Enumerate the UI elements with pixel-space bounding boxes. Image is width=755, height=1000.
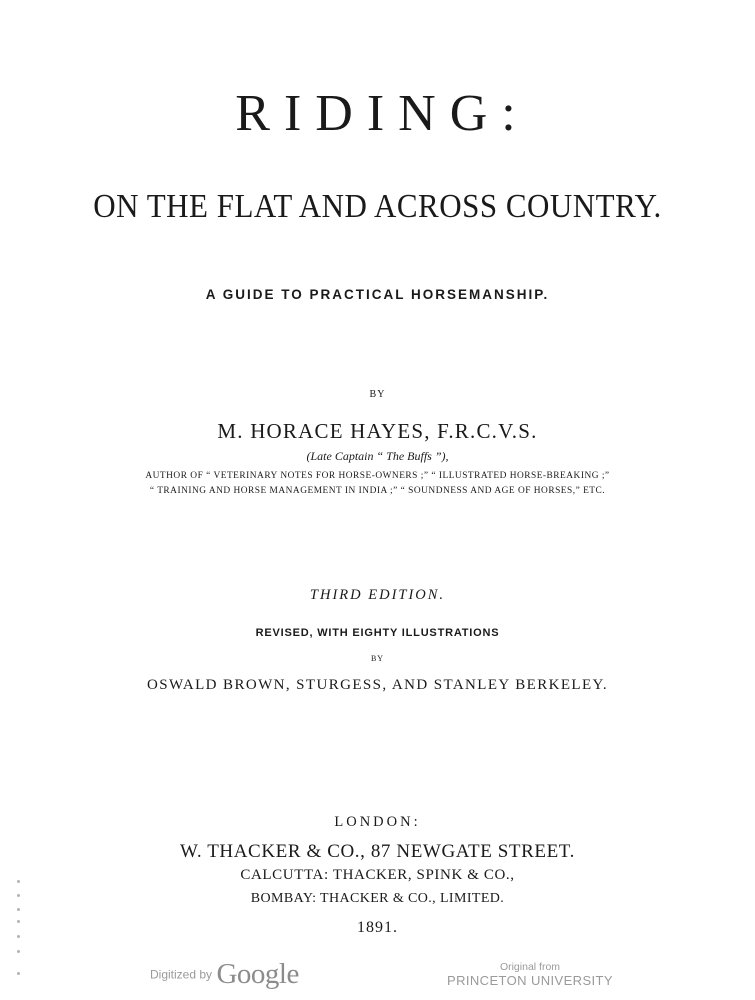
original-from-label: Original from	[499, 961, 561, 973]
imprint-publisher: W. THACKER & CO., 87 NEWGATE STREET.	[180, 841, 575, 862]
revised-line: REVISED, WITH EIGHTY ILLUSTRATIONS	[255, 627, 500, 639]
book-tagline: A GUIDE TO PRACTICAL HORSEMANSHIP.	[205, 287, 550, 302]
imprint-city: LONDON:	[334, 814, 421, 830]
imprint-calcutta: CALCUTTA: THACKER, SPINK & CO.,	[240, 867, 515, 883]
google-logo: Google	[216, 958, 299, 990]
margin-specks	[17, 880, 23, 980]
author-rank-prefix: (Late Captain	[306, 449, 377, 463]
illustrators-by-line: BY	[370, 654, 385, 663]
imprint-bombay: BOMBAY: THACKER & CO., LIMITED.	[250, 891, 505, 906]
author-regiment: “ The Buffs ”	[376, 449, 442, 463]
digitized-by-label: Digitized by	[150, 967, 213, 982]
book-title: RIDING:	[235, 85, 530, 142]
author-works-line-2: “ TRAINING AND HORSE MANAGEMENT IN INDIA ;” “ SOUNDNESS AND AGE OF HORSES,” ETC.	[149, 486, 606, 496]
illustrators: OSWALD BROWN, STURGESS, AND STANLEY BERKELEY.	[147, 677, 608, 693]
author-rank	[0, 450, 755, 462]
book-subtitle: ON THE FLAT AND ACROSS COUNTRY.	[93, 186, 662, 225]
by-line: BY	[369, 389, 386, 400]
institution-name: PRINCETON UNIVERSITY	[447, 973, 613, 988]
author-works-line-1: AUTHOR OF “ VETERINARY NOTES FOR HORSE-OWNERS ;” “ ILLUSTRATED HORSE-BREAKING ;”	[145, 471, 610, 481]
author-name: M. HORACE HAYES, F.R.C.V.S.	[217, 419, 538, 443]
edition-label: THIRD EDITION.	[309, 587, 446, 603]
digitized-by-watermark	[150, 958, 299, 991]
author-rank-suffix: ),	[441, 449, 449, 463]
imprint-year: 1891.	[357, 919, 398, 936]
